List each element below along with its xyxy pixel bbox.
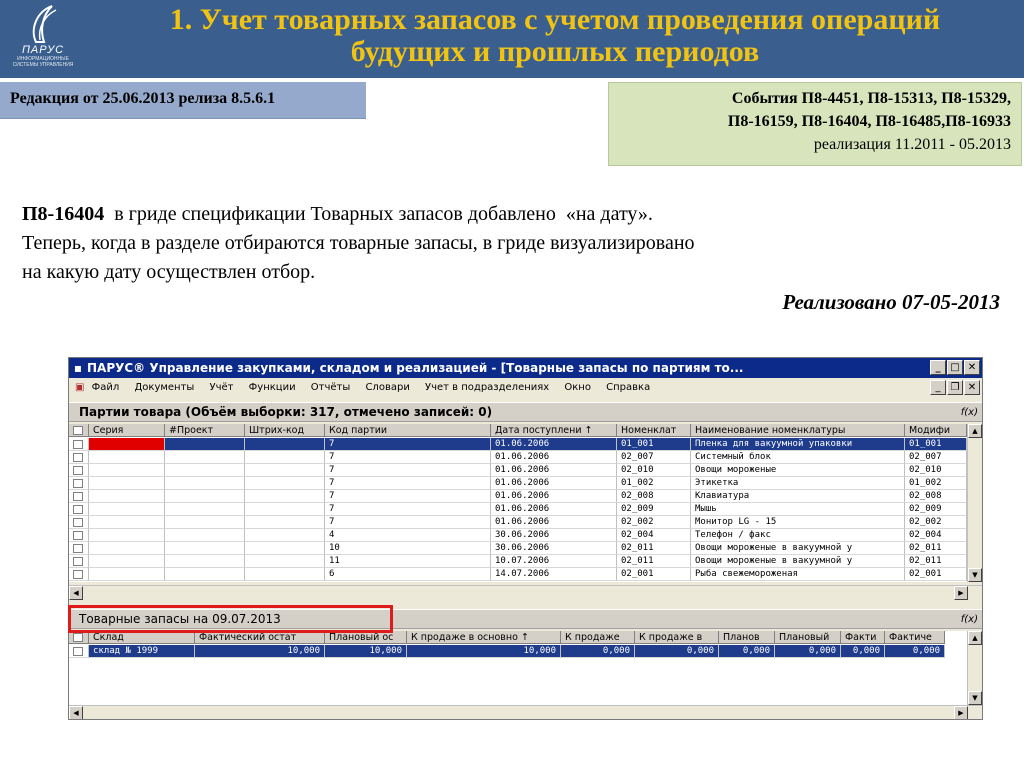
stock-scroll-down-button[interactable]: ▼ [968,691,982,705]
description-line2: Теперь, когда в разделе отбираются товарные запасы, в гриде визуализировано [22,232,695,254]
table-cell: 10,000 [407,645,561,658]
table-cell: 02_001 [905,568,967,581]
events-line3: реализация 11.2011 - 05.2013 [813,136,1011,153]
table-cell [165,464,245,477]
table-cell [89,516,165,529]
maximize-button[interactable]: □ [947,360,963,375]
table-cell [165,477,245,490]
row-checkbox[interactable] [69,490,89,503]
column-header[interactable]: К продаже [561,631,635,644]
events-box [608,82,1022,166]
menu-functions[interactable]: Функции [248,382,296,393]
table-cell: 02_007 [617,451,691,464]
table-cell: 02_011 [617,542,691,555]
table-cell [89,490,165,503]
description [22,200,922,287]
table-cell: 02_002 [905,516,967,529]
menu-documents[interactable]: Документы [134,382,195,393]
document-icon: ▣ [75,382,85,393]
table-cell: Мышь [691,503,905,516]
column-header[interactable]: Фактический остат [195,631,325,644]
table-cell: 02_004 [905,529,967,542]
scroll-down-button[interactable]: ▼ [968,568,982,582]
table-cell [165,490,245,503]
column-header[interactable]: Склад [89,631,195,644]
column-header[interactable]: К продаже в основно ↑ [407,631,561,644]
table-cell [89,464,165,477]
table-cell [245,542,325,555]
app-icon: ▪ [73,361,83,375]
table-cell [245,451,325,464]
table-cell: 01.06.2006 [491,490,617,503]
table-cell: 01.06.2006 [491,503,617,516]
column-header[interactable]: Планов [719,631,775,644]
table-cell [89,529,165,542]
batches-panel-title: Партии товара (Объём выборки: 317, отмечено записей: 0) [79,405,493,419]
table-cell: 0,000 [635,645,719,658]
table-cell: 30.06.2006 [491,542,617,555]
table-cell: 01_002 [905,477,967,490]
table-cell [165,516,245,529]
table-cell: 6 [325,568,491,581]
table-cell: 01_002 [617,477,691,490]
menu-bar [69,378,982,398]
table-cell: 01.06.2006 [491,438,617,451]
table-cell: 0,000 [775,645,841,658]
column-header[interactable]: Плановый [775,631,841,644]
minimize-button[interactable]: _ [930,360,946,375]
table-cell [165,542,245,555]
table-cell: 01_001 [905,438,967,451]
table-cell: 10 [325,542,491,555]
row-checkbox[interactable] [69,503,89,516]
column-header[interactable]: Штрих-код [245,424,325,437]
table-cell: Телефон / факс [691,529,905,542]
window-titlebar [69,358,982,378]
stock-scroll-up-button[interactable]: ▲ [968,631,982,645]
table-cell: 02_011 [905,555,967,568]
scroll-up-button[interactable]: ▲ [968,424,982,438]
table-cell: 30.06.2006 [491,529,617,542]
table-cell: 01.06.2006 [491,451,617,464]
menu-help[interactable]: Справка [606,382,651,393]
table-cell: 7 [325,464,491,477]
table-cell: Овощи мороженые в вакуумной у [691,542,905,555]
table-cell [245,477,325,490]
menu-divisions[interactable]: Учет в подразделениях [425,382,550,393]
child-minimize-button[interactable]: _ [930,380,946,395]
stock-hscroll[interactable] [69,705,982,720]
events-line2: П8-16159, П8-16404, П8-16485,П8-16933 [727,113,1011,130]
table-cell: 0,000 [561,645,635,658]
row-checkbox[interactable] [69,438,89,451]
row-checkbox[interactable] [69,568,89,581]
description-line1: в гриде спецификации Товарных запасов добавлено «на дату». [104,203,653,225]
column-header[interactable]: Фактиче [885,631,945,644]
child-close-button[interactable]: ✕ [964,380,980,395]
table-cell [89,542,165,555]
batches-vscroll[interactable] [967,424,982,582]
table-cell [165,503,245,516]
column-header[interactable]: Номенклат [617,424,691,437]
table-cell [245,490,325,503]
table-cell: 02_009 [905,503,967,516]
row-checkbox[interactable] [69,542,89,555]
batches-grid [69,424,967,582]
stock-panel-title: Товарные запасы на 09.07.2013 [79,612,281,626]
edition-text: Редакция от 25.06.2013 релиза 8.5.6.1 [10,90,276,107]
table-cell: Клавиатура [691,490,905,503]
window-title: ПАРУС® Управление закупками, складом и реализацией - [Товарные запасы по партиям то... [87,361,744,375]
table-cell: Овощи мороженые [691,464,905,477]
formula-icon[interactable]: f(x) [960,407,978,418]
table-cell: 10,000 [325,645,407,658]
table-cell [165,451,245,464]
description-line3: на какую дату осуществлен отбор. [22,261,316,283]
table-cell: 02_008 [905,490,967,503]
table-cell: 02_011 [617,555,691,568]
table-cell [245,555,325,568]
column-header[interactable]: Серия [89,424,165,437]
row-checkbox[interactable] [69,477,89,490]
logo-brand: ПАРУС [21,44,65,56]
table-cell: 02_010 [617,464,691,477]
table-cell: 02_002 [617,516,691,529]
table-cell: 02_008 [617,490,691,503]
table-cell: 01.06.2006 [491,464,617,477]
table-cell: 7 [325,503,491,516]
menu-dictionaries[interactable]: Словари [365,382,410,393]
row-checkbox[interactable] [69,529,89,542]
row-checkbox[interactable] [69,451,89,464]
table-cell [165,555,245,568]
column-header[interactable]: Наименование номенклатуры [691,424,905,437]
table-cell [245,464,325,477]
menu-accounting[interactable]: Учёт [209,382,234,393]
table-cell [89,477,165,490]
table-cell: 02_001 [617,568,691,581]
description-lead: П8-16404 [22,203,105,225]
table-cell: Рыба свежемороженая [691,568,905,581]
scroll-right-button[interactable]: ▶ [954,586,968,600]
table-cell [89,568,165,581]
stock-scroll-left-button[interactable]: ◀ [69,706,83,720]
table-cell [89,438,165,451]
menu-window[interactable]: Окно [564,382,591,393]
table-cell: 02_009 [617,503,691,516]
table-cell: 0,000 [885,645,945,658]
table-cell: 02_010 [905,464,967,477]
batches-hscroll[interactable] [69,585,982,600]
row-checkbox[interactable] [69,516,89,529]
stock-grid [69,631,967,705]
table-cell: Этикетка [691,477,905,490]
child-restore-button[interactable]: ❐ [947,380,963,395]
implemented-date: Реализовано 07-05-2013 [782,290,1000,314]
slide-title-line2: будущих и прошлых периодов [350,35,760,68]
column-header[interactable]: #Проект [165,424,245,437]
table-cell [245,529,325,542]
table-cell: Монитор LG - 15 [691,516,905,529]
table-cell: 01_001 [617,438,691,451]
table-cell: 11 [325,555,491,568]
table-cell: Овощи мороженые в вакуумной у [691,555,905,568]
column-header[interactable]: Факти [841,631,885,644]
close-button[interactable]: ✕ [964,360,980,375]
table-cell: Пленка для вакуумной упаковки [691,438,905,451]
table-cell: 0,000 [719,645,775,658]
table-cell [165,529,245,542]
table-cell: 10.07.2006 [491,555,617,568]
menu-file[interactable]: Файл [91,382,120,393]
table-cell: Системный блок [691,451,905,464]
column-header[interactable]: Модифи [905,424,967,437]
table-cell [89,451,165,464]
row-checkbox[interactable] [69,555,89,568]
table-cell [165,438,245,451]
table-cell: 4 [325,529,491,542]
logo-subtitle: ИНФОРМАЦИОННЫЕ СИСТЕМЫ УПРАВЛЕНИЯ [12,56,74,68]
table-cell: 01.06.2006 [491,516,617,529]
table-cell [89,503,165,516]
slide-header [0,0,1024,78]
date-highlight-frame [68,605,393,633]
slide-title [90,4,1020,68]
table-cell: 7 [325,451,491,464]
app-window [68,357,983,720]
slide-title-line1: 1. Учет товарных запасов с учетом проведения операций [169,3,941,36]
row-checkbox[interactable] [69,645,89,658]
table-cell [245,568,325,581]
table-cell [245,503,325,516]
column-header[interactable]: Дата поступлени ↑ [491,424,617,437]
table-cell: 7 [325,516,491,529]
scroll-left-button[interactable]: ◀ [69,586,83,600]
parus-logo-icon [26,4,60,44]
table-cell: 14.07.2006 [491,568,617,581]
table-cell: 02_007 [905,451,967,464]
stock-vscroll[interactable] [967,631,982,705]
select-all-checkbox[interactable] [69,424,89,437]
menu-reports[interactable]: Отчёты [310,382,351,393]
table-cell: 0,000 [841,645,885,658]
table-cell: 02_011 [905,542,967,555]
table-cell: 10,000 [195,645,325,658]
events-line1: События П8-4451, П8-15313, П8-15329, [731,90,1011,107]
batches-panel-header [69,402,982,422]
formula-icon-2[interactable]: f(x) [960,614,978,625]
table-cell [245,516,325,529]
edition-box [0,82,366,119]
table-cell: 7 [325,490,491,503]
table-cell: 7 [325,477,491,490]
table-cell: 01.06.2006 [491,477,617,490]
column-header[interactable]: К продаже в [635,631,719,644]
table-cell: склад № 1999 [89,645,195,658]
table-cell [165,568,245,581]
table-cell: 7 [325,438,491,451]
table-cell [89,555,165,568]
parus-logo [4,2,82,74]
column-header[interactable]: Код партии [325,424,491,437]
table-cell [245,438,325,451]
table-cell: 02_004 [617,529,691,542]
row-checkbox[interactable] [69,464,89,477]
column-header[interactable]: Плановый ос [325,631,407,644]
stock-scroll-right-button[interactable]: ▶ [954,706,968,720]
